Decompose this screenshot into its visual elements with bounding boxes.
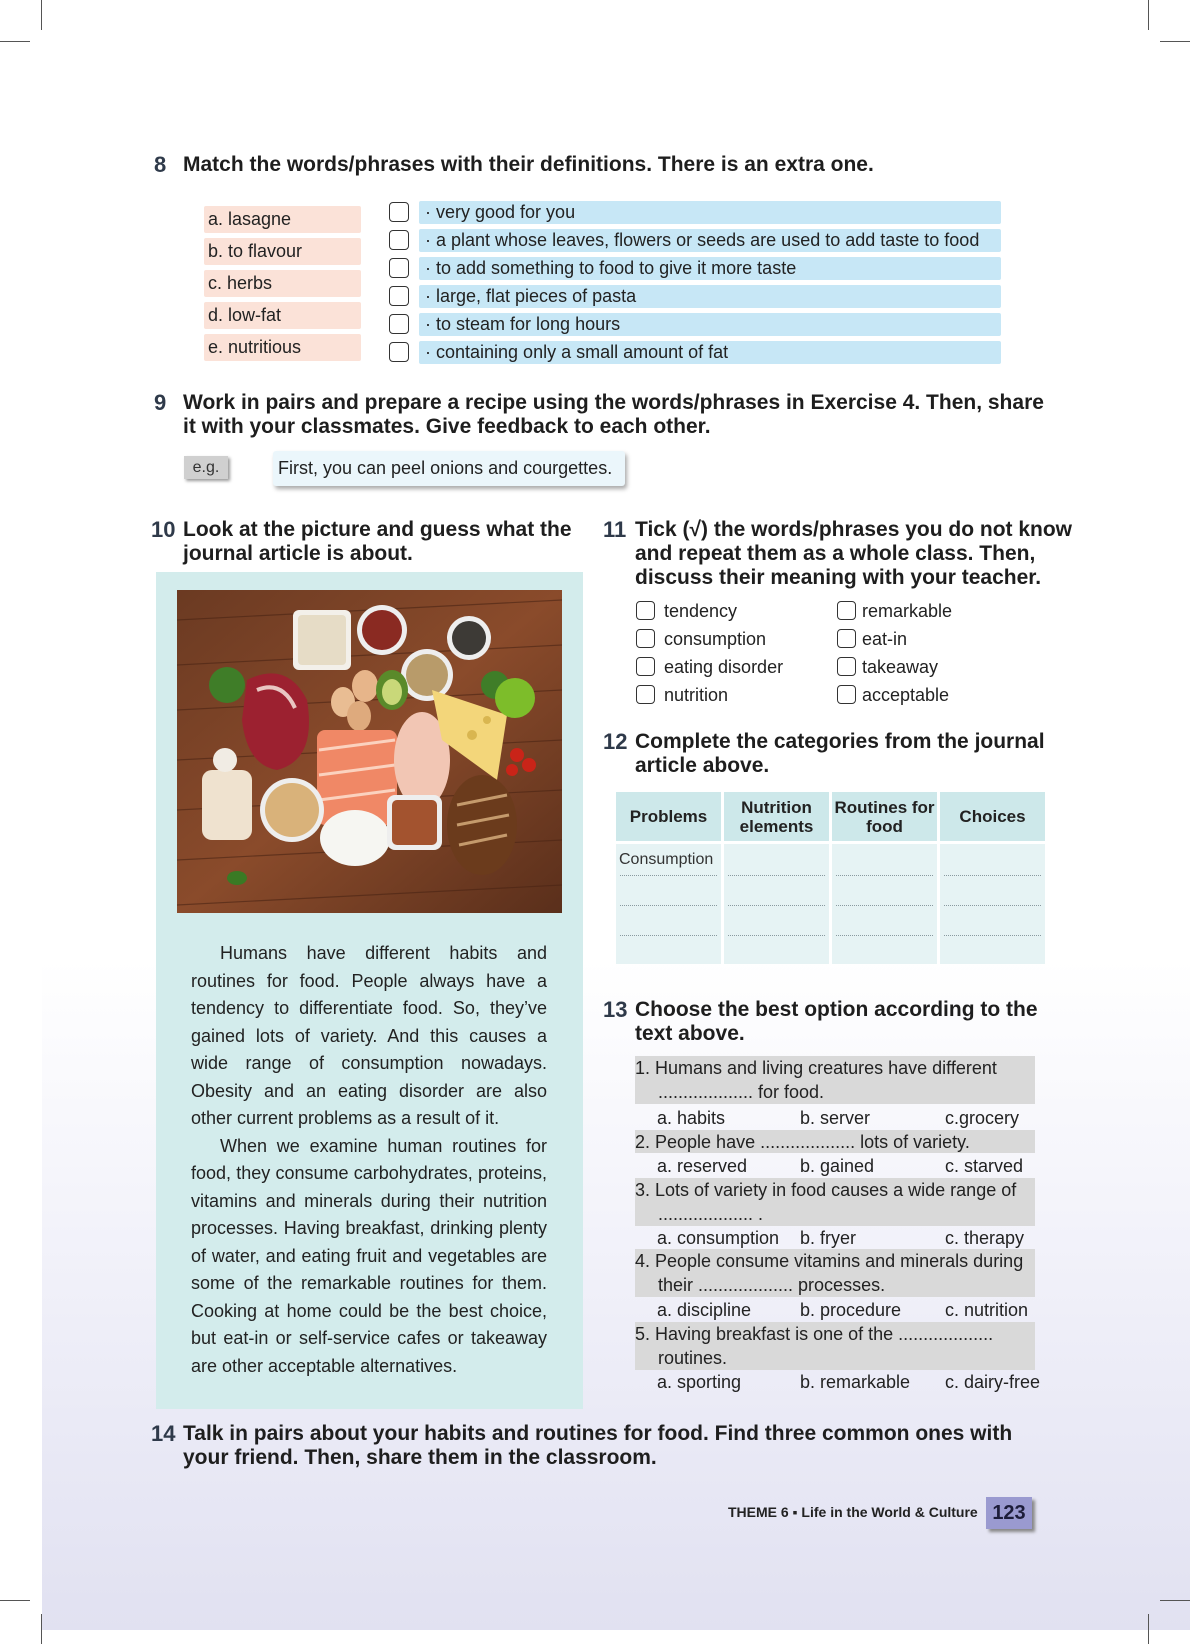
exercise-instruction-line: Look at the picture and guess what the [183,518,572,541]
option-b[interactable]: b. server [800,1108,871,1128]
tick-checkbox[interactable] [636,685,655,704]
question-text: 5. Having breakfast is one of the ................... [635,1324,994,1344]
option-c[interactable]: c. dairy-free [945,1372,1041,1392]
exercise-instruction-line: Work in pairs and prepare a recipe using the words/phrases in Exercise 4. Then, share [183,391,1044,414]
question-text: 2. People have ................... lots of variety. [635,1132,970,1152]
definition-item: · containing only a small amount of fat [419,341,1001,364]
crop-mark [41,1614,42,1644]
table-header: Nutrition elements [724,792,829,841]
exercise-instruction-line: and repeat them as a whole class. Then, [635,542,1036,565]
exercise-number: 8 [154,152,167,177]
word-item: d. low-fat [204,302,361,329]
tick-label: takeaway [862,657,939,677]
exercise-8-heading [154,153,1054,177]
option-a[interactable]: a. habits [657,1108,726,1128]
definition-item: · large, flat pieces of pasta [419,285,1001,308]
option-b[interactable]: b. remarkable [800,1372,911,1392]
example-sentence: First, you can peel onions and courgettes. [273,451,625,486]
exercise-14-heading [151,1422,1111,1470]
match-checkbox[interactable] [389,258,409,278]
table-cell: Consumption [619,851,714,868]
question-text: 3. Lots of variety in food causes a wide range of [635,1180,1017,1200]
question-bar [635,1056,1035,1104]
tick-label: acceptable [862,685,950,705]
exercise-11-heading [603,518,1103,590]
tick-label: remarkable [862,601,953,621]
exercise-instruction-line: your friend. Then, share them in the classroom. [183,1446,657,1469]
tick-label: eating disorder [664,657,784,677]
exercise-9-heading [154,391,1054,439]
exercise-number: 12 [603,729,628,754]
match-checkbox[interactable] [389,230,409,250]
question-text: routines. [658,1348,728,1368]
exercise-number: 14 [151,1421,176,1446]
article-paragraph: Humans have different habits and routines for food. People always have a tendency to differentiate food. So, they’ve gained lots of variety. And this causes a wide range of consumption nowadays. Obesity and an eating disorder are also other current problems as a result of it. [191,943,547,1128]
tick-label: nutrition [664,685,729,705]
table-column[interactable] [940,844,1045,964]
question-text: 4. People consume vitamins and minerals during [635,1251,1024,1271]
option-a[interactable]: a. discipline [657,1300,752,1320]
theme-footer: THEME 6 ▪ Life in the World & Culture [728,1504,978,1520]
word-item: e. nutritious [204,334,361,361]
question-bar [635,1130,1035,1153]
exercise-instruction-line: discuss their meaning with your teacher. [635,566,1042,589]
option-b[interactable]: b. fryer [800,1228,857,1248]
exercise-instruction-line: journal article is about. [183,542,413,565]
definition-item: · very good for you [419,201,1001,224]
tick-checkbox[interactable] [837,657,856,676]
tick-checkbox[interactable] [636,601,655,620]
tick-checkbox[interactable] [837,685,856,704]
question-text: 1. Humans and living creatures have different [635,1058,997,1078]
question-text: ................... for food. [658,1082,825,1102]
crop-mark [1148,0,1149,30]
table-header: Problems [616,792,721,841]
exercise-number: 10 [151,517,176,542]
journal-article [191,940,547,1380]
exercise-instruction-line: it with your classmates. Give feedback to each other. [183,415,711,438]
crop-mark [0,41,30,42]
crop-mark [1160,41,1190,42]
exercise-instruction-line: Talk in pairs about your habits and routines for food. Find three common ones with [183,1422,1013,1445]
exercise-instruction-line: text above. [635,1022,745,1045]
exercise-instruction-line: article above. [635,754,770,777]
tick-label: eat-in [862,629,908,649]
definition-item: · to add something to food to give it more taste [419,257,1001,280]
definition-item: · a plant whose leaves, flowers or seeds are used to add taste to food [419,229,1001,252]
table-header: Routines for food [832,792,937,841]
question-bar [635,1178,1035,1226]
question-text: their ................... processes. [658,1275,886,1295]
word-item: b. to flavour [204,238,361,265]
question-bar [635,1249,1035,1297]
match-checkbox[interactable] [389,286,409,306]
article-paragraph: When we examine human routines for food, they consume carbohydrates, proteins, vitamins and minerals during their nutrition processes. Having breakfast, drinking plenty of water, and eating fruit and vegetables are some of the remarkable routines for them. Cooking at home could be the best choice, but eat-in or self-service cafes or takeaway are other acceptable alternatives. [191,1135,547,1376]
tick-checkbox[interactable] [636,657,655,676]
option-c[interactable]: c. nutrition [945,1300,1029,1320]
word-item: c. herbs [204,270,361,297]
exercise-12-heading [603,730,1103,778]
table-column[interactable] [832,844,937,964]
question-text: ................... . [658,1204,764,1224]
table-column[interactable] [724,844,829,964]
option-b[interactable]: b. gained [800,1156,875,1176]
option-c[interactable]: c. therapy [945,1228,1025,1248]
table-header: Choices [940,792,1045,841]
tick-checkbox[interactable] [837,629,856,648]
crop-mark [1148,1614,1149,1644]
exercise-10-heading [151,518,581,566]
exercise-number: 11 [603,517,627,542]
exercise-number: 13 [603,997,628,1022]
exercise-13-heading [603,998,1103,1046]
option-a[interactable]: a. sporting [657,1372,742,1392]
option-c[interactable]: c.grocery [945,1108,1020,1128]
exercise-number: 9 [154,390,167,415]
match-checkbox[interactable] [389,342,409,362]
match-checkbox[interactable] [389,202,409,222]
food-photo [177,590,562,913]
crop-mark [1160,1600,1190,1601]
example-label: e.g. [184,456,228,479]
tick-label: tendency [664,601,738,621]
crop-mark [0,1600,30,1601]
exercise-instruction: Match the words/phrases with their definitions. There is an extra one. [183,153,874,176]
exercise-instruction-line: Choose the best option according to the [635,998,1038,1021]
match-checkbox[interactable] [389,314,409,334]
page-number: 123 [986,1497,1032,1529]
tick-label: consumption [664,629,767,649]
definition-item: · to steam for long hours [419,313,1001,336]
option-a[interactable]: a. consumption [657,1228,780,1248]
tick-checkbox[interactable] [837,601,856,620]
exercise-instruction-line: Complete the categories from the journal [635,730,1045,753]
question-bar [635,1322,1035,1370]
exercise-instruction-line: Tick (√) the words/phrases you do not know [635,518,1073,541]
crop-mark [41,0,42,30]
option-b[interactable]: b. procedure [800,1300,902,1320]
word-item: a. lasagne [204,206,361,233]
option-c[interactable]: c. starved [945,1156,1024,1176]
tick-checkbox[interactable] [636,629,655,648]
option-a[interactable]: a. reserved [657,1156,748,1176]
